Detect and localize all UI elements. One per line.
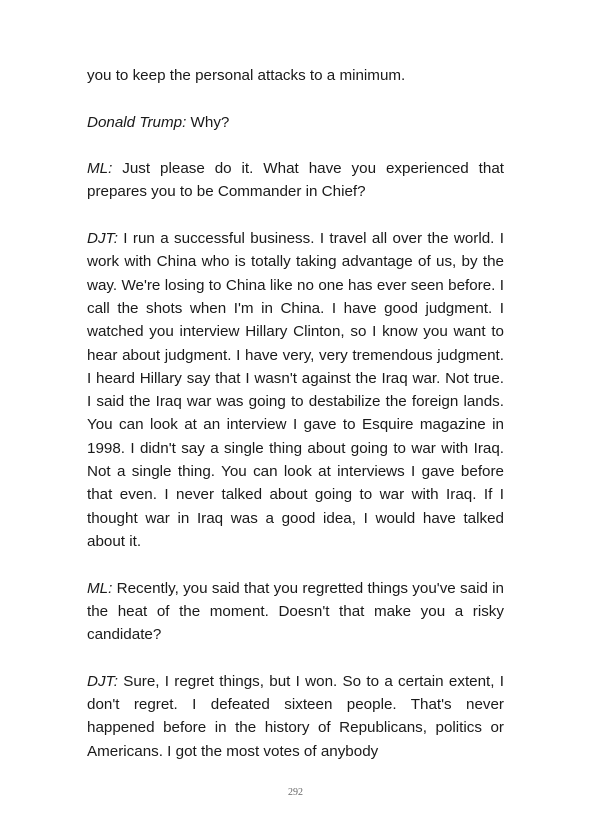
- speaker-label: ML:: [87, 160, 113, 178]
- paragraph-text: Sure, I regret things, but I won. So to a certain extent, I don't regret. I defeated sixteen people. That's never happened before in the history of Republicans, politics or Americans. I got the most votes of anybody: [87, 672, 504, 760]
- page-body: [87, 64, 504, 763]
- paragraph-text: Just please do it. What have you experienced that prepares you to be Commander in Chief?: [87, 160, 504, 201]
- page-number: 292: [288, 787, 303, 798]
- paragraph-djt-answer-2: [87, 670, 504, 763]
- paragraph-intro: [87, 64, 504, 87]
- speaker-label: DJT:: [87, 230, 118, 248]
- speaker-label: ML:: [87, 579, 113, 597]
- paragraph-ml-question-1: [87, 157, 504, 204]
- paragraph-djt-answer-1: [87, 227, 504, 553]
- speaker-label: DJT:: [87, 672, 118, 690]
- paragraph-ml-question-2: [87, 577, 504, 647]
- paragraph-text: I run a successful business. I travel all over the world. I work with China who is totally taking advantage of us, by the way. We're losing to China like no one has ever seen before. I call the shots when I'm in China. I have good judgment. I watched you interview Hillary Clinton, so I know you want to hear about judgment. I have very, very tremendous judgment. I heard Hillary say that I wasn't against the Iraq war. Not true. I said the Iraq war was going to destabilize the foreign lands. You can look at an interview I gave to Esquire magazine in 1998. I didn't say a single thing about going to war with Iraq. Not a single thing. You can look at interviews I gave before that even. I never talked about going to war with Iraq. If I thought war in Iraq was a good idea, I would have talked about it.: [87, 230, 504, 550]
- paragraph-text: you to keep the personal attacks to a minimum.: [87, 67, 406, 84]
- speaker-label: Donald Trump:: [87, 113, 187, 131]
- paragraph-text: Recently, you said that you regretted things you've said in the heat of the moment. Doesn't that make you a risky candidate?: [87, 579, 504, 644]
- paragraph-text: Why?: [186, 113, 230, 131]
- paragraph-trump-question: [87, 111, 504, 134]
